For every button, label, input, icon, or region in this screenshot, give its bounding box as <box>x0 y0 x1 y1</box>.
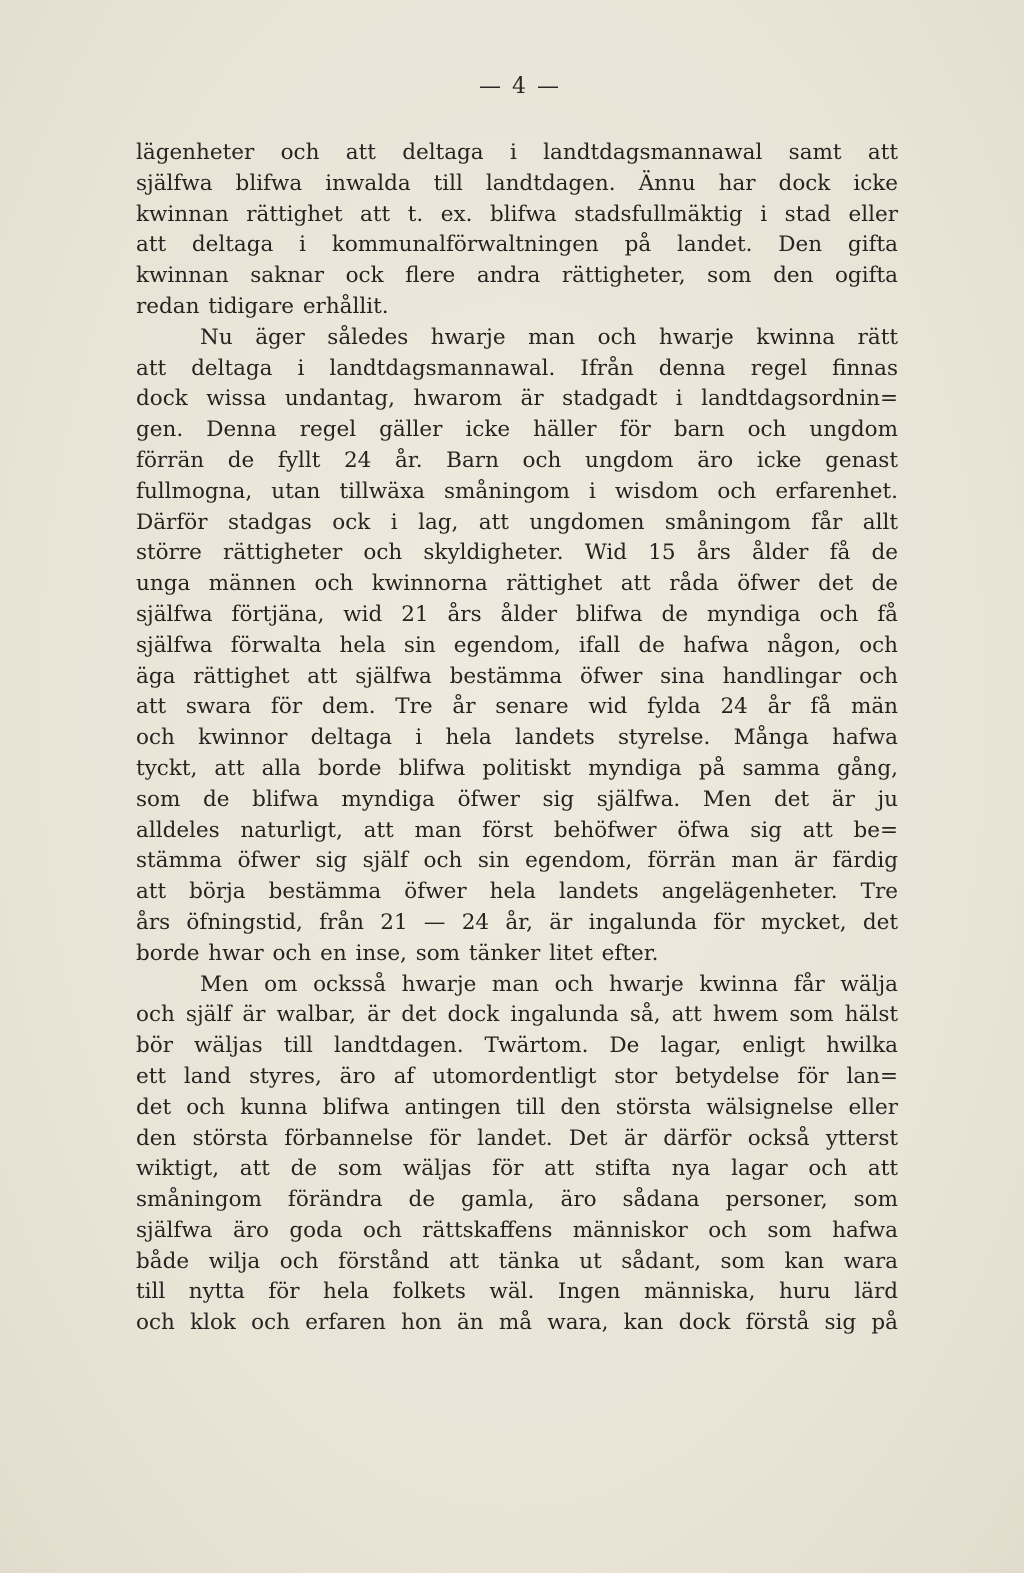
text-line: tyckt, att alla borde blifwa politiskt myndiga på samma gång, <box>136 755 898 781</box>
text-line: och själf är walbar, är det dock ingalunda så, att hwem som hälst <box>136 1002 898 1028</box>
text-line: förrän de fyllt 24 år. Barn och ungdom äro icke genast <box>136 447 898 473</box>
text-line: Men om ocksså hwarje man och hwarje kwinna får wälja <box>200 971 898 997</box>
text-line: borde hwar och en inse, som tänker litet efter. <box>136 940 659 966</box>
text-line: ett land styres, äro af utomordentligt stor betydelse för lan= <box>136 1063 898 1089</box>
text-line: Därför stadgas ock i lag, att ungdomen småningom får allt <box>136 509 898 535</box>
text-line: lägenheter och att deltaga i landtdagsmannawal samt att <box>136 140 898 165</box>
text-line: alldeles naturligt, att man först behöfwer öfwa sig att be= <box>136 817 898 843</box>
text-line: själfwa blifwa inwalda till landtdagen. Ännu har dock icke <box>136 170 898 196</box>
text-line: bör wäljas till landtdagen. Twärtom. De lagar, enligt hwilka <box>136 1033 898 1059</box>
text-line: äga rättighet att själfwa bestämma öfwer sina handlingar och <box>136 663 898 689</box>
text-line: kwinnan rättighet att t. ex. blifwa stadsfullmäktig i stad eller <box>136 201 898 227</box>
text-line: kwinnan saknar ock flere andra rättigheter, som den ogifta <box>136 263 898 289</box>
text-line: wiktigt, att de som wäljas för att stifta nya lagar och att <box>136 1156 898 1182</box>
text-line: Nu äger således hwarje man och hwarje kwinna rätt <box>200 324 898 350</box>
text-line: stämma öfwer sig själf och sin egendom, förrän man är färdig <box>136 848 898 874</box>
body-text <box>136 138 898 1339</box>
text-line: den största förbannelse för landet. Det är därför också ytterst <box>136 1125 898 1151</box>
text-line: till nytta för hela folkets wäl. Ingen människa, huru lärd <box>136 1279 898 1305</box>
text-line: att deltaga i landtdagsmannawal. Ifrån denna regel finnas <box>136 355 898 381</box>
text-line: års öfningstid, från 21 — 24 år, är ingalunda för mycket, det <box>136 909 898 935</box>
text-line: själfwa förtjäna, wid 21 års ålder blifwa de myndiga och få <box>136 601 898 627</box>
text-line: unga männen och kwinnorna rättighet att råda öfwer det de <box>136 571 898 597</box>
text-line: själfwa förwalta hela sin egendom, ifall de hafwa någon, och <box>136 632 898 658</box>
text-line: småningom förändra de gamla, äro sådana personer, som <box>136 1187 898 1213</box>
text-line: att deltaga i kommunalförwaltningen på landet. Den gifta <box>136 232 898 258</box>
text-line: redan tidigare erhållit. <box>136 293 389 319</box>
text-line: och klok och erfaren hon än må wara, kan dock förstå sig på <box>136 1310 898 1336</box>
text-line: och kwinnor deltaga i hela landets styrelse. Många hafwa <box>136 725 898 751</box>
text-line: själfwa äro goda och rättskaffens människor och som hafwa <box>136 1217 898 1243</box>
text-line: att swara för dem. Tre år senare wid fylda 24 år få män <box>136 694 898 720</box>
text-line: att börja bestämma öfwer hela landets angelägenheter. Tre <box>136 879 898 905</box>
text-line: både wilja och förstånd att tänka ut sådant, som kan wara <box>136 1248 898 1274</box>
text-line: fullmogna, utan tillwäxa småningom i wisdom och erfarenhet. <box>136 478 898 504</box>
page-number: — 4 — <box>479 74 561 99</box>
text-line: gen. Denna regel gäller icke häller för barn och ungdom <box>136 417 898 443</box>
text-line: det och kunna blifwa antingen till den största wälsignelse eller <box>136 1094 898 1120</box>
text-line: dock wissa undantag, hwarom är stadgadt i landtdagsordnin= <box>136 386 898 412</box>
text-line: större rättigheter och skyldigheter. Wid 15 års ålder få de <box>136 540 898 566</box>
text-line: som de blifwa myndiga öfwer sig själfwa. Men det är ju <box>136 786 898 812</box>
